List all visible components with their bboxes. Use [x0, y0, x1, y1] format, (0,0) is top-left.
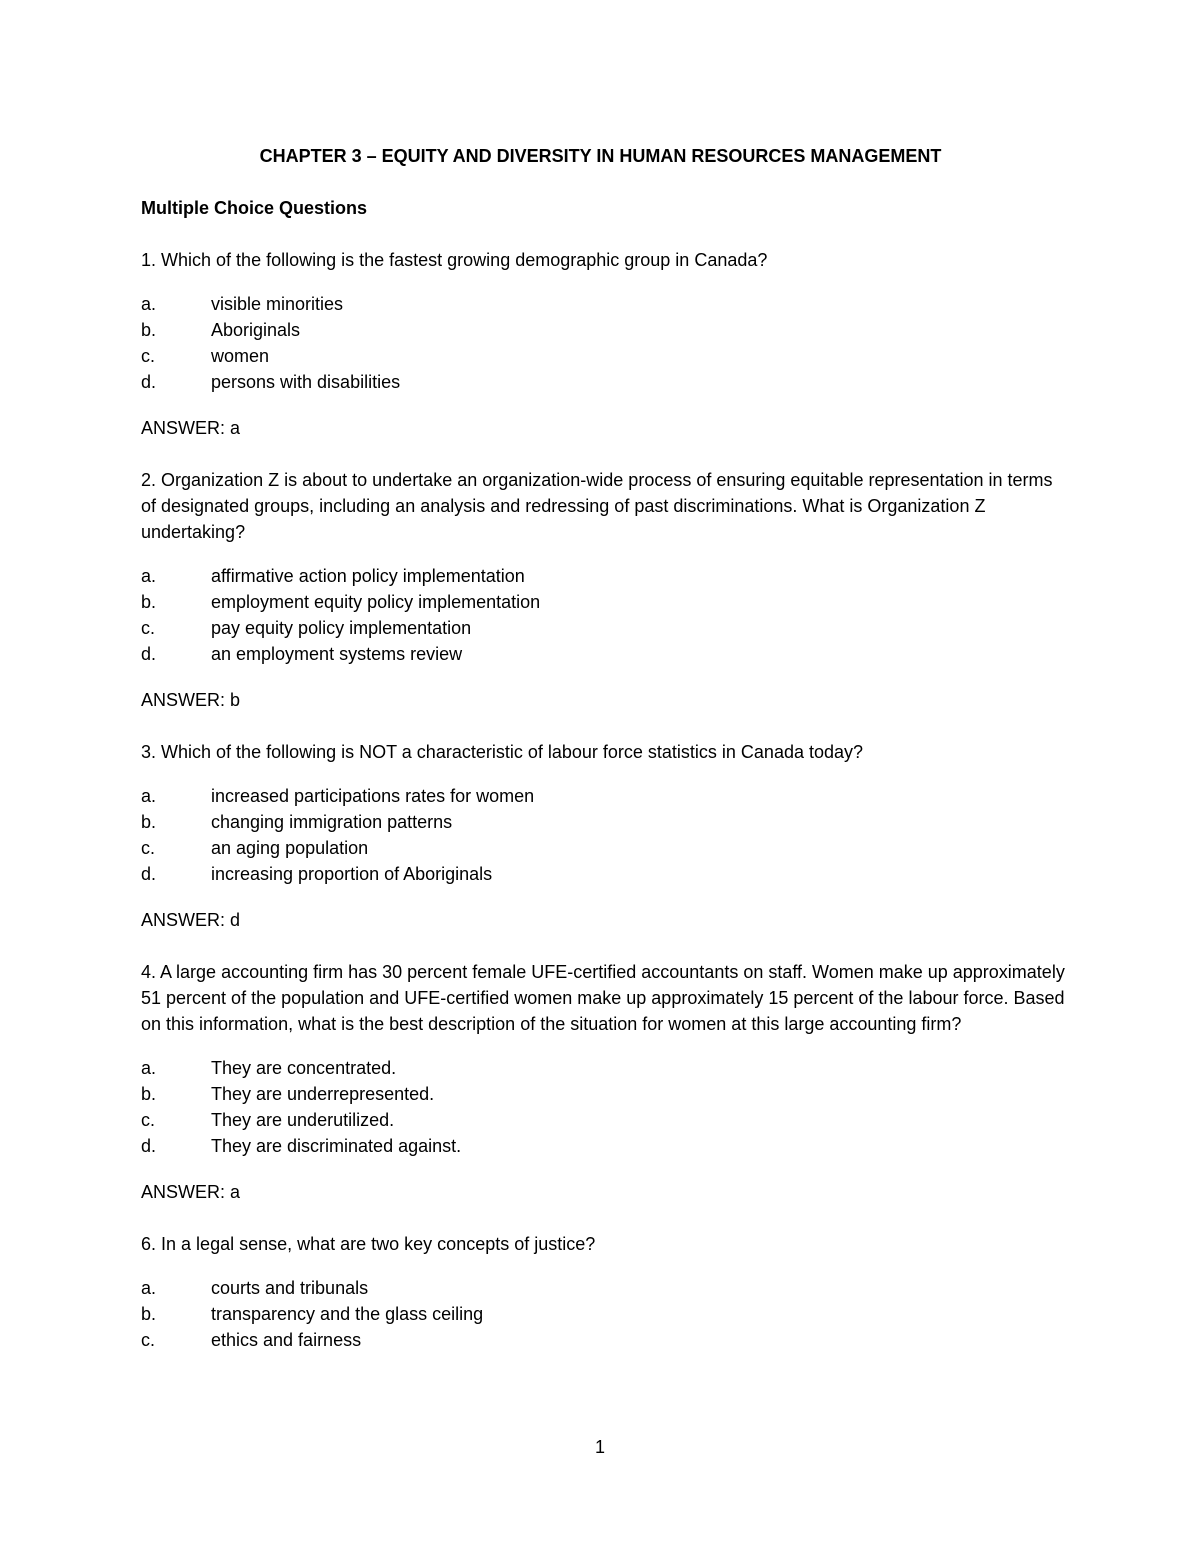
option-list — [141, 291, 1071, 395]
answer-line: ANSWER: a — [141, 1182, 241, 1202]
option-a: a. They are concentrated. — [141, 1058, 397, 1078]
option-b: b. They are underrepresented. — [141, 1084, 435, 1104]
option-d: d. an employment systems review — [141, 644, 463, 664]
option-d: d. They are discriminated against. — [141, 1136, 462, 1156]
question-text: 2. Organization Z is about to undertake an organization-wide process of ensuring equitable representation in terms of designated groups, including an analysis and redressing of past discriminations. What is Organization Z undertaking? — [141, 470, 1053, 542]
option-d: d. increasing proportion of Aboriginals — [141, 864, 493, 884]
option-c: c. an aging population — [141, 838, 369, 858]
chapter-title: CHAPTER 3 – EQUITY AND DIVERSITY IN HUMAN RESOURCES MANAGEMENT — [259, 146, 942, 166]
option-a: a. increased participations rates for women — [141, 786, 535, 806]
option-c: c. pay equity policy implementation — [141, 618, 472, 638]
question-text: 3. Which of the following is NOT a characteristic of labour force statistics in Canada today? — [141, 742, 864, 762]
question-2 — [141, 467, 1071, 713]
option-b: b. transparency and the glass ceiling — [141, 1304, 484, 1324]
option-list — [141, 1055, 1071, 1159]
option-c: c. They are underutilized. — [141, 1110, 395, 1130]
question-3 — [141, 739, 1071, 933]
answer-line: ANSWER: b — [141, 690, 241, 710]
option-b: b. Aboriginals — [141, 320, 301, 340]
section-heading: Multiple Choice Questions — [141, 198, 368, 218]
question-text: 1. Which of the following is the fastest growing demographic group in Canada? — [141, 250, 768, 270]
option-b: b. employment equity policy implementation — [141, 592, 541, 612]
question-1 — [141, 247, 1071, 441]
option-d: d. persons with disabilities — [141, 372, 401, 392]
option-list — [141, 563, 1071, 667]
question-4 — [141, 959, 1071, 1205]
page-number: 1 — [594, 1437, 605, 1457]
option-list — [141, 783, 1071, 887]
option-c: c. ethics and fairness — [141, 1330, 362, 1350]
answer-line: ANSWER: d — [141, 910, 241, 930]
option-a: a. courts and tribunals — [141, 1278, 369, 1298]
option-c: c. women — [141, 346, 270, 366]
option-a: a. visible minorities — [141, 294, 344, 314]
question-6 — [141, 1231, 1071, 1353]
option-list — [141, 1275, 1071, 1353]
option-b: b. changing immigration patterns — [141, 812, 453, 832]
question-text: 6. In a legal sense, what are two key concepts of justice? — [141, 1234, 596, 1254]
answer-line: ANSWER: a — [141, 418, 241, 438]
option-a: a. affirmative action policy implementation — [141, 566, 525, 586]
document-page — [141, 143, 1071, 1353]
question-text: 4. A large accounting firm has 30 percent female UFE-certified accountants on staff. Women make up approximately 51 percent of the population and UFE-certified women make up approximately 15 percent of the labour force. Based on this information, what is the best description of the situation for women at this large accounting firm? — [141, 962, 1065, 1034]
